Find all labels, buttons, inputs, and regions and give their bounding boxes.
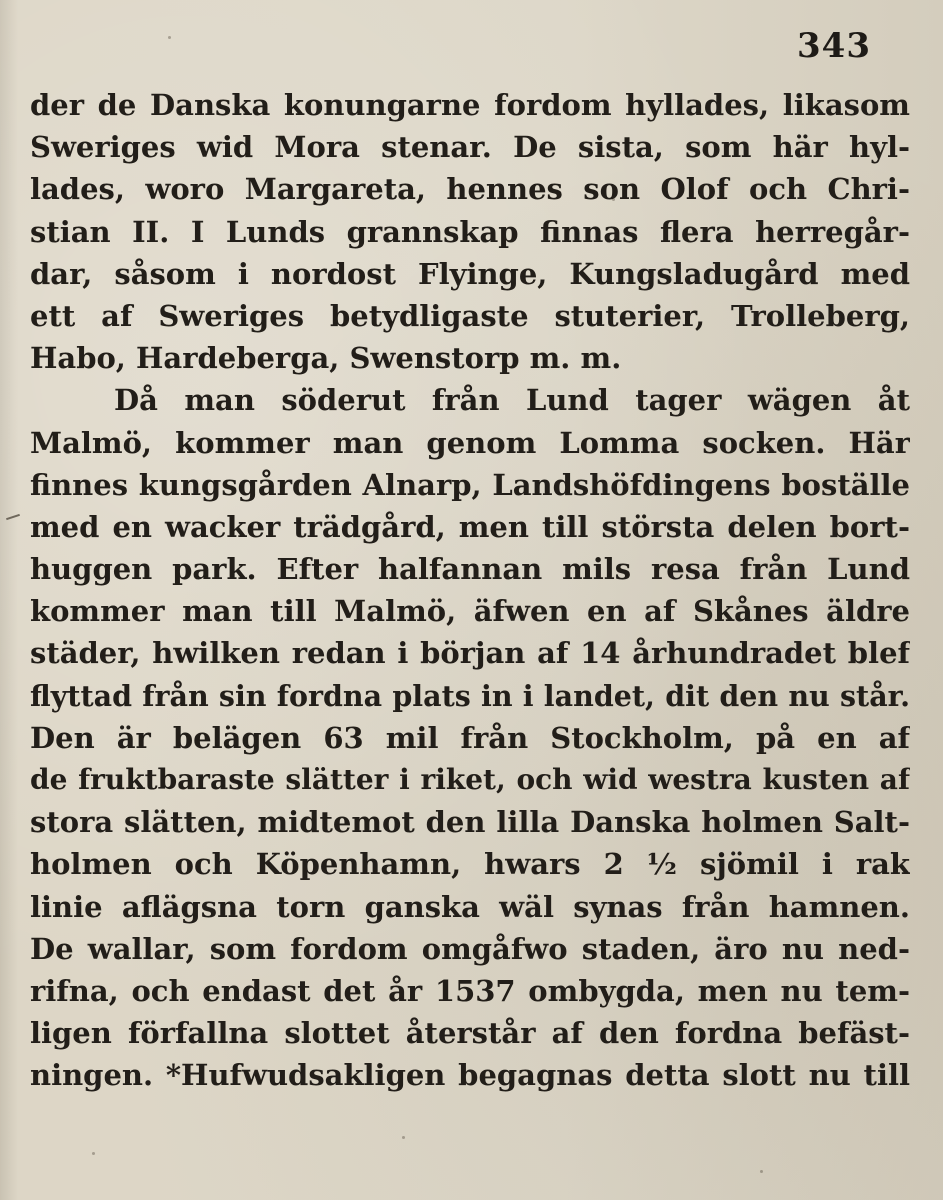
paper-speck	[760, 1170, 763, 1173]
paper-speck	[168, 36, 171, 39]
text-line: huggen park. Efter halfannan mils resa från Lund	[30, 552, 910, 587]
text-line: städer, hwilken redan i början af 14 århundradet blef	[30, 636, 910, 671]
text-line: dar, såsom i nordost Flyinge, Kungsladugård med	[30, 256, 910, 291]
paper-speck	[612, 198, 615, 201]
margin-mark	[6, 514, 20, 520]
text-line: rifna, och endast det år 1537 ombygda, men nu tem-	[30, 973, 910, 1008]
text-line: holmen och Köpenhamn, hwars 2 ½ sjömil i rak	[30, 847, 910, 882]
text-line: lades, woro Margareta, hennes son Olof och Chri-	[30, 172, 910, 207]
paper-speck	[92, 1152, 95, 1155]
paper-speck	[402, 1136, 405, 1139]
page-number: 343	[797, 26, 871, 66]
text-line: Sweriges wid Mora stenar. De sista, som här hyl-	[30, 130, 910, 165]
text-line: De wallar, som fordom omgåfwo staden, äro nu ned-	[30, 931, 910, 966]
text-line: Malmö, kommer man genom Lomma socken. Här	[30, 425, 910, 460]
text-line: Habo, Hardeberga, Swenstorp m. m.	[30, 341, 622, 376]
text-line: finnes kungsgården Alnarp, Landshöfdingens boställe	[30, 467, 910, 502]
paragraph-start-line: Då man söderut från Lund tager wägen åt	[114, 383, 910, 418]
text-line: stora slätten, midtemot den lilla Danska holmen Salt-	[30, 805, 910, 840]
text-line: linie aflägsna torn ganska wäl synas från hamnen.	[30, 889, 910, 924]
text-line: med en wacker trädgård, men till största delen bort-	[30, 509, 910, 544]
text-line: ningen. *Hufwudsakligen begagnas detta slott nu till	[30, 1058, 910, 1093]
text-line: kommer man till Malmö, äfwen en af Skånes äldre	[30, 594, 910, 629]
text-line: ligen förfallna slottet återstår af den fordna befäst-	[30, 1016, 910, 1051]
text-line: de fruktbaraste slätter i riket, och wid westra kusten af	[30, 763, 910, 796]
text-line: der de Danska konungarne fordom hyllades, likasom	[30, 88, 910, 122]
text-line: stian II. I Lunds grannskap finnas flera herregår-	[30, 214, 910, 249]
text-line: Den är belägen 63 mil från Stockholm, på en af	[30, 720, 910, 755]
text-line: flyttad från sin fordna plats in i landet, dit den nu står.	[30, 678, 910, 713]
body-text	[30, 84, 910, 1097]
text-line: ett af Sweriges betydligaste stuterier, Trolleberg,	[30, 298, 910, 333]
